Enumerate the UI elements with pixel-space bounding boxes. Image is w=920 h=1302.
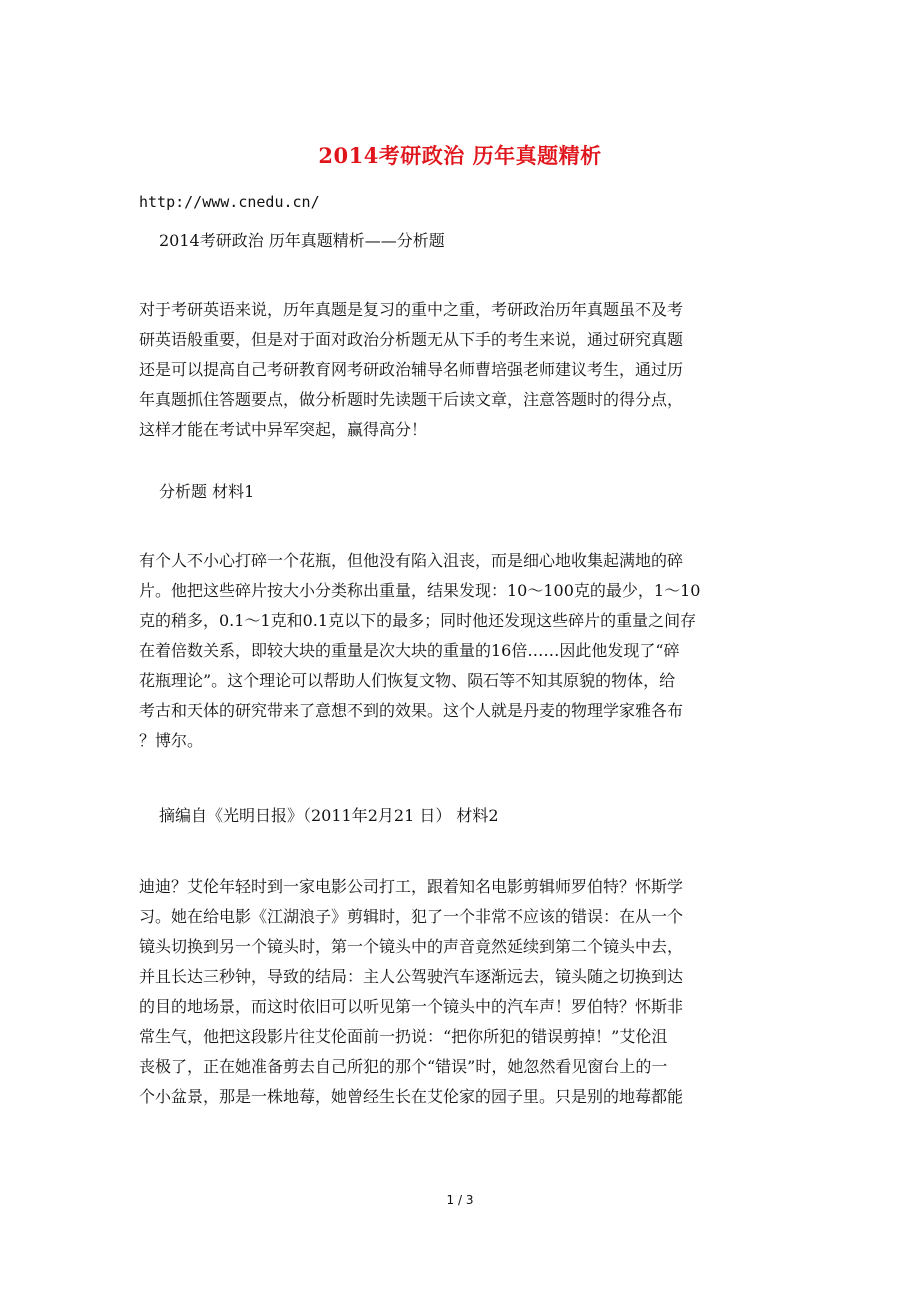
material2-line: 习。她在给电影《江湖浪子》剪辑时，犯了一个非常不应该的错误：在从一个 xyxy=(139,907,684,926)
material1-line: 花瓶理论”。这个理论可以帮助人们恢复文物、陨石等不知其原貌的物体，给 xyxy=(139,671,676,690)
material2-line: 镜头切换到另一个镜头时，第一个镜头中的声音竟然延续到第二个镜头中去， xyxy=(139,937,684,956)
material1-line: 片。他把这些碎片按大小分类称出重量，结果发现：10～100克的最少，1～10 xyxy=(139,581,701,600)
section-heading-1: 分析题 材料1 xyxy=(159,482,255,501)
page-title: 2014考研政治 历年真题精析 xyxy=(318,143,602,168)
intro-paragraph xyxy=(139,295,781,445)
material2-line: 常生气，他把这段影片往艾伦面前一扔说：“把你所犯的错误剪掉！”艾伦沮 xyxy=(139,1027,668,1046)
material1-line: 在着倍数关系，即较大块的重量是次大块的重量的16倍……因此他发现了“碎 xyxy=(139,641,680,660)
source-url[interactable]: http://www.cnedu.cn/ xyxy=(139,193,320,211)
material2-line: 并且长达三秒钟，导致的结局：主人公驾驶汽车逐渐远去，镜头随之切换到达 xyxy=(139,967,684,986)
material2-paragraph xyxy=(139,872,781,1112)
material2-line: 迪迪？艾伦年轻时到一家电影公司打工，跟着知名电影剪辑师罗伯特？怀斯学 xyxy=(139,877,684,896)
section-heading-2: 摘编自《光明日报》（2011年2月21 日） 材料2 xyxy=(159,806,499,825)
intro-line: 这样才能在考试中异军突起，赢得高分！ xyxy=(139,420,428,439)
material2-line: 丧极了，正在她准备剪去自己所犯的那个“错误”时，她忽然看见窗台上的一 xyxy=(139,1057,668,1076)
material1-line: 克的稍多，0.1～1克和0.1克以下的最多；同时他还发现这些碎片的重量之间存 xyxy=(139,611,697,630)
intro-line: 对于考研英语来说，历年真题是复习的重中之重，考研政治历年真题虽不及考 xyxy=(139,300,684,319)
material1-line: 有个人不小心打碎一个花瓶，但他没有陷入沮丧，而是细心地收集起满地的碎 xyxy=(139,551,684,570)
material2-line: 的目的地场景，而这时依旧可以听见第一个镜头中的汽车声！罗伯特？怀斯非 xyxy=(139,997,684,1016)
subtitle: 2014考研政治 历年真题精析——分析题 xyxy=(159,231,445,250)
material1-line: 考古和天体的研究带来了意想不到的效果。这个人就是丹麦的物理学家雅各布 xyxy=(139,701,684,720)
intro-line: 研英语般重要，但是对于面对政治分析题无从下手的考生来说，通过研究真题 xyxy=(139,330,684,349)
intro-line: 年真题抓住答题要点，做分析题时先读题干后读文章，注意答题时的得分点， xyxy=(139,390,684,409)
material1-paragraph xyxy=(139,546,781,756)
intro-line: 还是可以提高自己考研教育网考研政治辅导名师曹培强老师建议考生，通过历 xyxy=(139,360,684,379)
material2-line: 个小盆景，那是一株地莓，她曾经生长在艾伦家的园子里。只是别的地莓都能 xyxy=(139,1087,684,1106)
page-number: 1 / 3 xyxy=(446,1193,474,1207)
material1-line: ？博尔。 xyxy=(139,731,204,750)
